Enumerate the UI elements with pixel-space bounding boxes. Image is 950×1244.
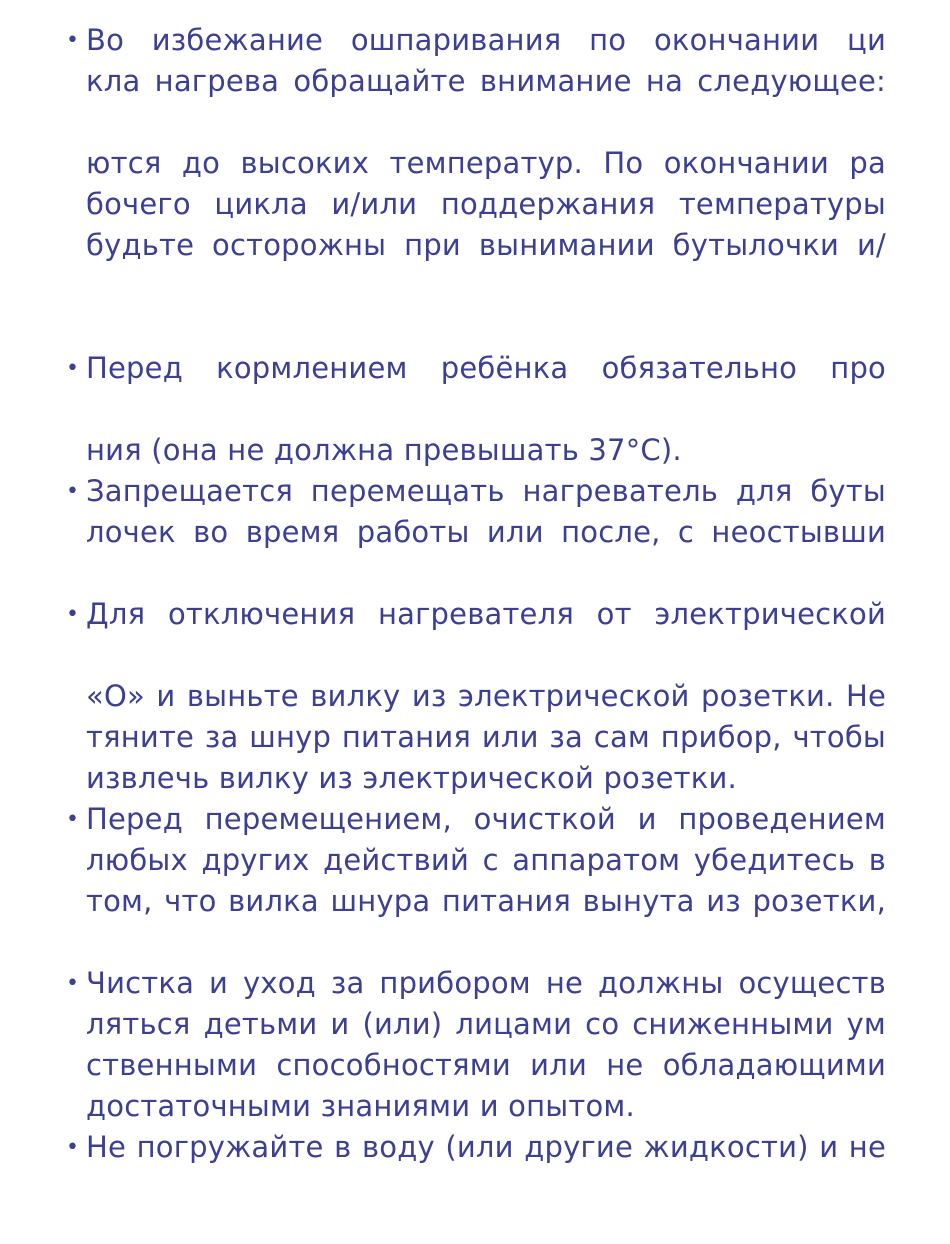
bullet-marker: • [66,479,79,504]
text-line: ственными способностями или не обладающими [86,1048,886,1082]
text-line: Во избежание ошпаривания по окончании ци [86,23,886,57]
text-line: Перед кормлением ребёнка обязательно про [86,351,886,385]
text-line: «O» и выньте вилку из электрической розетки. Не [86,679,886,713]
text-line: будьте осторожны при вынимании бутылочки и/ [86,228,886,262]
text-line: Не погружайте в воду (или другие жидкости) и не [86,1130,886,1164]
text-line: бочего цикла и/или поддержания температуры [86,187,886,221]
text-line: Чистка и уход за прибором не должны осуществ [86,966,886,1000]
bullet-marker: • [66,971,79,996]
bullet-marker: • [66,602,79,627]
text-line: тяните за шнур питания или за сам прибор, чтобы [86,720,886,754]
bullet-marker: • [66,1135,79,1160]
text-line: том, что вилка шнура питания вынута из розетки, [86,884,886,918]
text-line: Перед перемещением, очисткой и проведением [86,802,886,836]
text-line: любых других действий с аппаратом убедитесь в [86,843,886,877]
bullet-marker: • [66,28,79,53]
text-line: ляться детьми и (или) лицами со сниженными ум [86,1007,886,1041]
text-line: лочек во время работы или после, с неостывши [86,515,886,549]
text-line: извлечь вилку из электрической розетки. [86,761,737,795]
text-line: Для отключения нагревателя от электрической [86,597,886,631]
bullet-marker: • [66,807,79,832]
text-line: ния (она не должна превышать 37°C). [86,433,682,467]
text-line: достаточными знаниями и опытом. [86,1089,635,1123]
text-line: Запрещается перемещать нагреватель для буты [86,474,886,508]
text-line: ются до высоких температур. По окончании ра [86,146,886,180]
text-line: кла нагрева обращайте внимание на следующее: [86,64,886,98]
bullet-marker: • [66,356,79,381]
